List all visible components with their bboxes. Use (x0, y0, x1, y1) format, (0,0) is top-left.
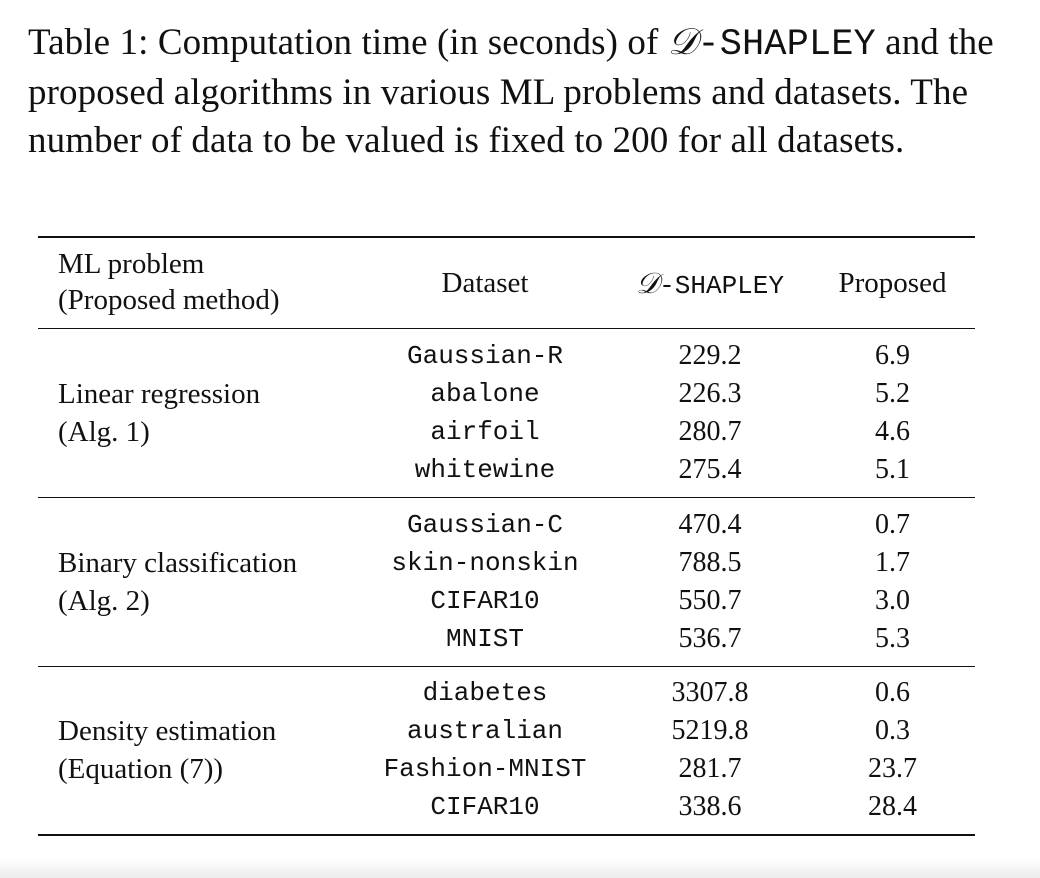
table-cell-dshapley: 229.2 (678, 340, 742, 371)
table-cell-proposed: 6.9 (875, 340, 910, 371)
table-cell-dataset: Gaussian-C (406, 510, 564, 540)
header-dshapley-symbol: 𝒟 (636, 266, 660, 300)
caption-suffix: and the proposed algorithms in various ML problems and datasets. The number of data to be valued is fixed to 200 for all datasets. (28, 22, 994, 161)
group-problem-line2: (Alg. 1) (58, 416, 150, 448)
table-cell-dataset: MNIST (445, 624, 524, 654)
table-cell-dshapley: 275.4 (678, 454, 742, 485)
table-cell-proposed: 1.7 (875, 547, 910, 578)
header-proposed: Proposed (838, 267, 947, 299)
header-dataset: Dataset (441, 267, 529, 299)
header-dshapley-name: -SHAPLEY (659, 271, 784, 301)
table-cell-dshapley: 788.5 (678, 547, 742, 578)
group-problem-binary-classification (58, 544, 297, 620)
table-cell-proposed: 3.0 (875, 585, 910, 616)
header-dshapley (620, 265, 800, 304)
table-cell-dataset: CIFAR10 (430, 586, 540, 616)
caption-method-symbol: 𝒟 (667, 20, 698, 63)
table-cell-dshapley: 3307.8 (671, 677, 749, 708)
table-cell-proposed: 5.1 (875, 454, 910, 485)
group-problem-density-estimation (58, 712, 276, 788)
header-rule (38, 328, 975, 329)
table-cell-dshapley: 281.7 (678, 753, 742, 784)
table-cell-dataset: airfoil (430, 417, 540, 447)
table-cell-proposed: 4.6 (875, 416, 910, 447)
table-top-rule (38, 236, 975, 238)
header-ml-problem (58, 246, 280, 318)
group-divider-1 (38, 497, 975, 498)
page-bottom-shade (0, 858, 1040, 878)
table-cell-proposed: 0.6 (875, 677, 910, 708)
table-cell-dshapley: 338.6 (678, 791, 742, 822)
group-problem-line1: Density estimation (58, 715, 277, 747)
table-bottom-rule (38, 834, 975, 836)
table-cell-proposed: 5.2 (875, 378, 910, 409)
table-cell-dataset: Gaussian-R (406, 341, 564, 371)
table-cell-proposed: 5.3 (875, 623, 910, 654)
table-cell-dataset: CIFAR10 (430, 792, 540, 822)
table-cell-proposed: 28.4 (868, 791, 917, 822)
table-cell-dshapley: 226.3 (678, 378, 742, 409)
group-divider-2 (38, 666, 975, 667)
caption-method-name: -SHAPLEY (697, 24, 876, 66)
group-problem-line2: (Alg. 2) (58, 585, 150, 617)
table-cell-dshapley: 536.7 (678, 623, 742, 654)
table-cell-dataset: diabetes (422, 678, 548, 708)
table-cell-dshapley: 470.4 (678, 509, 742, 540)
table-cell-dshapley: 5219.8 (671, 715, 749, 746)
table-cell-dataset: Fashion-MNIST (383, 754, 587, 784)
header-ml-problem-line2: (Proposed method) (58, 284, 280, 316)
table-cell-proposed: 0.7 (875, 509, 910, 540)
group-problem-line1: Binary classification (58, 547, 298, 579)
table-cell-proposed: 0.3 (875, 715, 910, 746)
table-cell-dataset: abalone (430, 379, 540, 409)
caption-prefix: Table 1: Computation time (in seconds) of (28, 22, 668, 63)
group-problem-line2: (Equation (7)) (58, 753, 224, 785)
table-cell-dshapley: 280.7 (678, 416, 742, 447)
table-cell-dataset: skin-nonskin (391, 548, 579, 578)
header-ml-problem-line1: ML problem (58, 248, 205, 280)
group-problem-linear-regression (58, 375, 260, 451)
table-caption (28, 18, 998, 165)
table-cell-dshapley: 550.7 (678, 585, 742, 616)
table-cell-proposed: 23.7 (868, 753, 917, 784)
group-problem-line1: Linear regression (58, 378, 261, 410)
table-cell-dataset: australian (406, 716, 564, 746)
table-cell-dataset: whitewine (414, 455, 556, 485)
